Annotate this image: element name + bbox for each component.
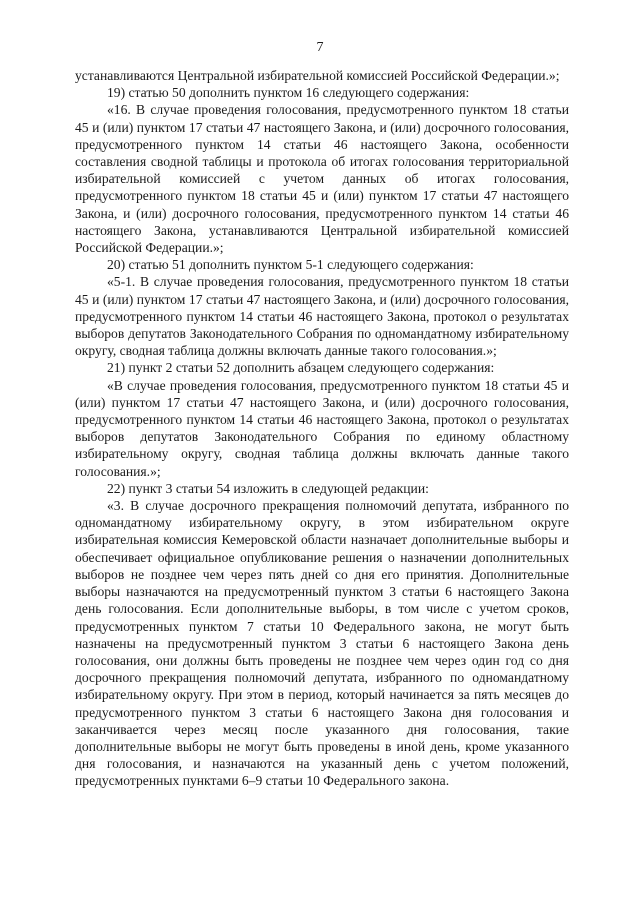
item-22-heading: 22) пункт 3 статьи 54 изложить в следующей редакции:: [107, 480, 429, 496]
item-19-heading: 19) статью 50 дополнить пунктом 16 следующего содержания:: [107, 85, 470, 101]
document-body: [75, 67, 569, 790]
item-21-text: «В случае проведения голосования, предусмотренного пунктом 18 статьи 45 и (или) пунктом 17 статьи 47 настоящего Закона, и (или) досрочного голосования, предусмотренного пунктом 14 статьи 46 настоящего Закона, протокол о результатах выборов депутатов Законодательного Собрания по единому областному избирательному округу, сводная таблица должны включать данные такого голосования.»;: [75, 377, 569, 479]
item-20-heading: 20) статью 51 дополнить пунктом 5-1 следующего содержания:: [107, 257, 474, 273]
item-22-text: «3. В случае досрочного прекращения полномочий депутата, избранного по одномандатному избирательному округу, в этом избирательном округе избирательная комиссия Кемеровской области назначает дополнительные выборы и обеспечивает официальное опубликование решения о назначении дополнительных выборов не позднее чем через пять дней со дня его принятия. Дополнительные выборы назначаются на предусмотренный пунктом 3 статьи 6 настоящего Закона день голосования. Если дополнительные выборы, в том числе с учетом сроков, предусмотренных пунктом 7 статьи 10 Федерального закона, не могут быть назначены на предусмотренный пунктом 3 статьи 6 настоящего Закона день голосования, они должны быть проведены не позднее чем через один год со дня досрочного прекращения полномочий депутата, избранного по одномандатному избирательному округу. При этом в период, который начинается за пять месяцев до предусмотренного пунктом 3 статьи 6 настоящего Закона дня голосования и заканчивается через месяц после указанного дня голосования, такие дополнительные выборы не могут быть проведены в иной день, кроме указанного дня голосования, и назначаются на указанный день с учетом положений, предусмотренных пунктами 6–9 статьи 10 Федерального закона.: [75, 498, 569, 789]
page-number: 7: [316, 40, 324, 55]
item-21-heading: 21) пункт 2 статьи 52 дополнить абзацем следующего содержания:: [107, 360, 495, 376]
paragraph-continuation: устанавливаются Центральной избирательной комиссией Российской Федерации.»;: [75, 68, 560, 83]
item-20-text: «5-1. В случае проведения голосования, предусмотренного пунктом 18 статьи 45 и (или) пунктом 17 статьи 47 настоящего Закона, и (или) досрочного голосования, предусмотренного пунктом 14 статьи 46 настоящего Закона, протокол о результатах выборов депутатов Законодательного Собрания по одномандатному избирательному округу, сводная таблица должны включать данные такого голосования.»;: [75, 274, 569, 359]
item-19-text: «16. В случае проведения голосования, предусмотренного пунктом 18 статьи 45 и (или) пунктом 17 статьи 47 настоящего Закона, и (или) досрочного голосования, предусмотренного пунктом 14 статьи 46 настоящего Закона, особенности составления сводной таблицы и протокола об итогах голосования территориальной избирательной комиссией с учетом данных об итогах голосования, предусмотренного пунктом 18 статьи 45 и (или) пунктом 17 статьи 47 настоящего Закона, и (или) досрочного голосования, предусмотренного пунктом 14 статьи 46 настоящего Закона, устанавливаются Центральной избирательной комиссией Российской Федерации.»;: [75, 102, 569, 256]
